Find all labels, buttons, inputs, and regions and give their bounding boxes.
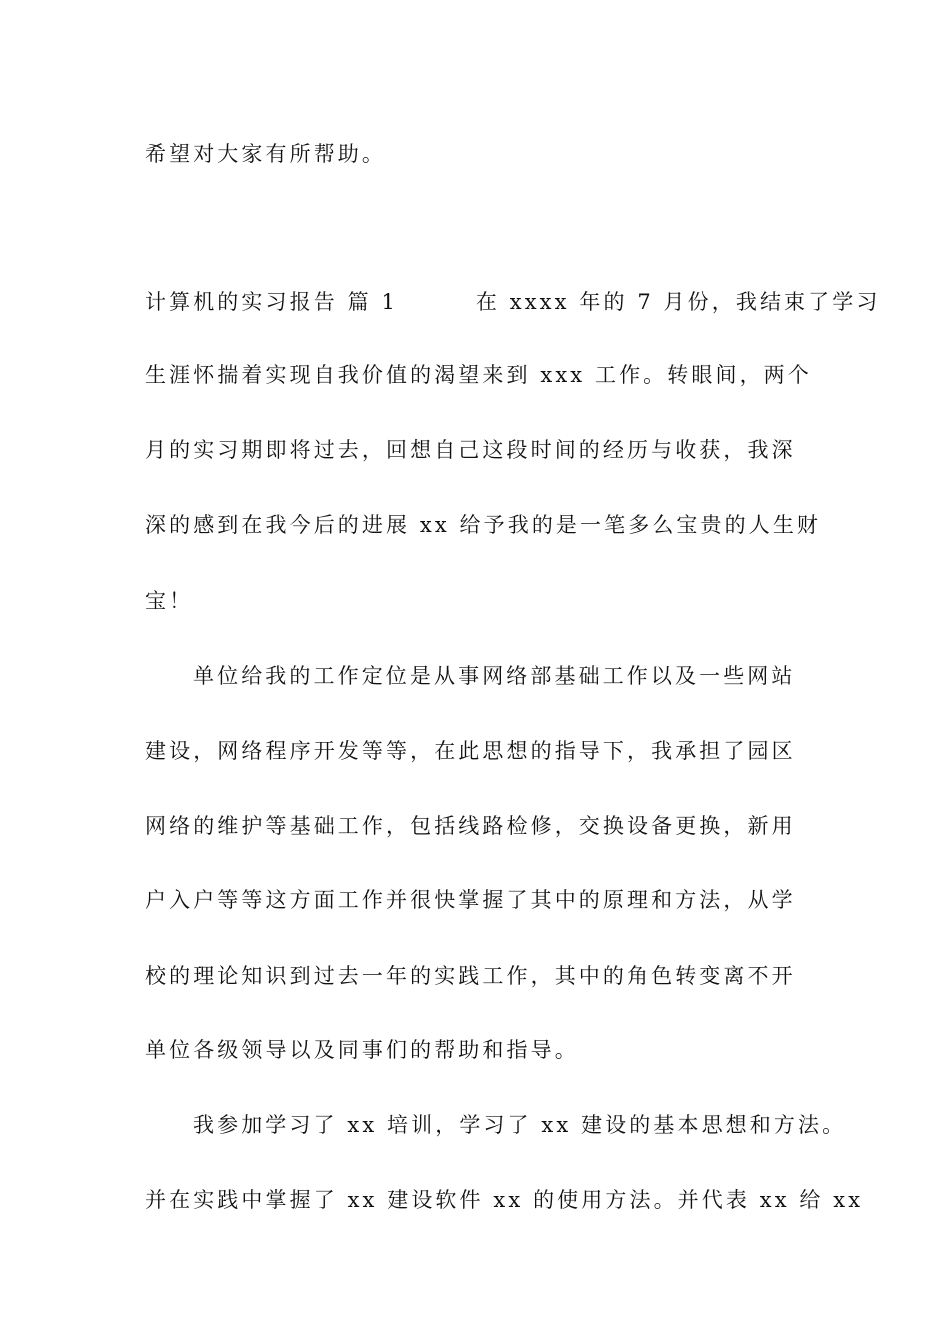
- section-heading-line: [145, 282, 881, 322]
- text-line: 月的实习期即将过去，回想自己这段时间的经历与收获，我深: [145, 438, 796, 462]
- text-line: 在 xxxx 年的 7 月份，我结束了学习: [475, 290, 881, 314]
- text-line: 生涯怀揣着实现自我价值的渴望来到 xxx 工作。转眼间，两个: [145, 363, 812, 387]
- text-line: 希望对大家有所帮助。: [145, 142, 386, 166]
- text-line: 户入户等等这方面工作并很快掌握了其中的原理和方法，从学: [145, 888, 796, 912]
- paragraph-first-line: 我参加学习了 xx 培训，学习了 xx 建设的基本思想和方法。: [193, 1113, 847, 1137]
- paragraph-first-line: 单位给我的工作定位是从事网络部基础工作以及一些网站: [193, 664, 796, 688]
- text-line: 校的理论知识到过去一年的实践工作，其中的角色转变离不开: [145, 964, 796, 988]
- text-line: 深的感到在我今后的进展 xx 给予我的是一笔多么宝贵的人生财: [145, 513, 822, 537]
- text-line: 网络的维护等基础工作，包括线路检修，交换设备更换，新用: [145, 814, 796, 838]
- text-line: 并在实践中掌握了 xx 建设软件 xx 的使用方法。并代表 xx 给 xx: [145, 1188, 864, 1212]
- text-line: 宝！: [145, 589, 194, 613]
- text-line: 单位各级领导以及同事们的帮助和指导。: [145, 1038, 579, 1062]
- text-line: 建设，网络程序开发等等，在此思想的指导下，我承担了园区: [145, 739, 796, 763]
- section-heading: 计算机的实习报告 篇 1: [145, 290, 398, 314]
